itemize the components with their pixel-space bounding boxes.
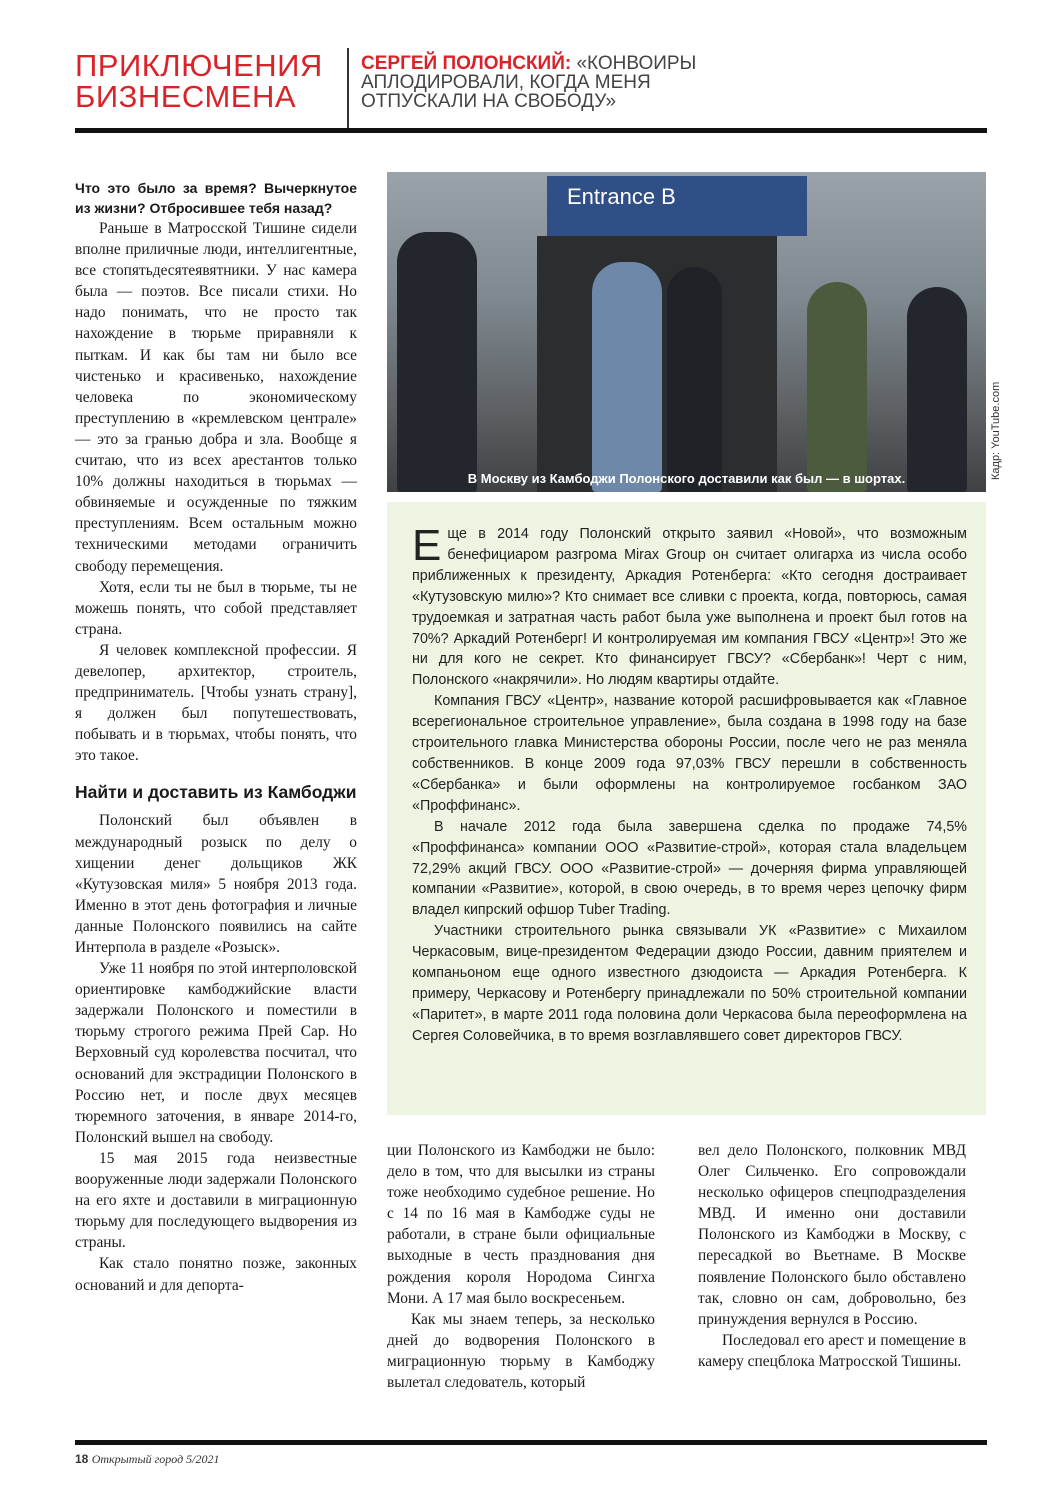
section-rubric	[75, 50, 337, 112]
article-headline	[361, 54, 761, 111]
body-paragraph: Как мы знаем теперь, за несколько дней до водворения Полонского в миграционную тюрьму в Камбоджу вылетал следователь, который	[387, 1310, 655, 1392]
right-column	[698, 1140, 966, 1372]
page-header	[75, 48, 987, 130]
body-paragraph: вел дело Полонского, полковник МВД Олег Сильченко. Его сопровождали несколько офицеров спецподразделения МВД. И именно они доставили Полонского из Камбоджи в Москву, с пересадкой во Вьетнаме. В Москве появление Полонского было обставлено так, словно он сам, добровольно, без принуждения вернулся в Россию.	[698, 1142, 966, 1328]
sidebar-paragraph: Участники строительного рынка связывали УК «Развитие» с Михаилом Черкасовым, вице-президентом Федерации дзюдо России, давним приятелем и компаньоном еще одного известного дзюдоиста — Аркадия Ротенберга. К примеру, Черкасову и Ротенбергу принадлежали по 50% строительной компании «Паритет», в марте 2011 года половина доли Черкасова была переоформлена на Сергея Соловейчика, в то время возглавлявшего совет директоров ГВСУ.	[412, 923, 967, 1044]
page-footer	[75, 1452, 220, 1467]
sidebar-box	[387, 502, 986, 1115]
body-paragraph: Я человек комплексной профессии. Я девелопер, архитектор, строитель, предприниматель. [Чтобы узнать страну], я должен был попутешествовать, побывать и в тюрьмах, чтобы понять, что это такое.	[75, 641, 357, 765]
page-number: 18	[75, 1452, 89, 1466]
body-paragraph: Как стало понятно позже, законных оснований и для депорта-	[75, 1255, 357, 1294]
publication-name: Открытый город 5/2021	[91, 1452, 220, 1466]
photo-figure	[667, 267, 722, 492]
photo-credit: Кадр: YouTube.com	[990, 381, 1002, 480]
interview-question: Что это было за время? Вычеркнутое из жизни? Отбросившее тебя назад?	[75, 180, 357, 216]
headline-quote: «КОНВОИРЫ АПЛОДИРОВАЛИ, КОГДА МЕНЯ ОТПУСКАЛИ НА СВОБОДУ»	[361, 53, 697, 112]
photo-figure	[807, 282, 867, 492]
subheading: Найти и доставить из Камбоджи	[75, 782, 357, 803]
body-paragraph: Полонский был объявлен в международный розыск по делу о хищении денег дольщиков ЖК «Кутузовская миля» 5 ноября 2013 года. Именно в этот день фотография и личные данные Полонского появились на сайте Интерпола в разделе «Розыск».	[75, 812, 357, 956]
photo-figure	[397, 232, 477, 492]
sidebar-paragraph: Компания ГВСУ «Центр», название которой расшифровывается как «Главное всерегиональное строительное управление», была создана в 1998 году на базе строительного главка Министерства обороны России, после чего не раз меняла собственников. В конце 2009 года 97,03% ГВСУ перешли в собственность «Сбербанка» и были оформлены на контролируемое госбанком ЗАО «Проффинанс».	[412, 693, 967, 814]
body-paragraph: ции Полонского из Камбоджи не было: дело в том, что для высылки из страны тоже необходимо судебное решение. Но с 14 по 16 мая в Камбодже суды не работали, в стране были официальные выходные в честь празднования дня рождения короля Нородома Сингха Мони. А 17 мая было воскресеньем.	[387, 1142, 655, 1307]
entrance-sign: Entrance B	[547, 176, 807, 236]
photo-figure	[907, 287, 967, 492]
photo-figure	[592, 262, 662, 492]
rubric-line-1: ПРИКЛЮЧЕНИЯ	[75, 48, 323, 83]
sidebar-first-text: ще в 2014 году Полонский открыто заявил «Новой», что возможным бенефициаром разгрома Mirax Group он считает олигарха из числа особо приближенных к президенту, Аркадия Ротенберга: «Кто сегодня достраивает «Кутузовскую милю»? Кто снимает все сливки с проекта, когда, повторюсь, самая трудоемкая и затратная часть работ была уже выполнена и проект был готов на 70%? Аркадий Ротенберг! И контролируемая им компания ГВСУ «Центр»! Это же ни для кого не секрет. Кто финансирует ГВСУ? «Сбербанк»! Черт с ним, Полонского «накрячили». Но людям квартиры отдайте.	[412, 526, 967, 689]
body-paragraph: Уже 11 ноября по этой интерполовской ориентировке камбоджийские власти задержали Полонского и поместили в тюрьму строгого режима Прей Сар. Но Верховный суд королевства посчитал, что оснований для экстрадиции Полонского в Россию нет, и после двух месяцев тюремного заточения, в январе 2014-го, Полонский вышел на свободу.	[75, 960, 357, 1146]
headline-name: СЕРГЕЙ ПОЛОНСКИЙ:	[361, 53, 572, 74]
left-column	[75, 178, 357, 1296]
footer-rule	[75, 1440, 987, 1445]
sidebar-paragraph	[412, 521, 967, 691]
header-divider	[347, 48, 349, 128]
middle-column	[387, 1140, 655, 1393]
article-photo	[387, 172, 986, 492]
body-paragraph: Раньше в Матросской Тишине сидели вполне приличные люди, интеллигентные, все стопятьдесятеявятники. У нас камера была — поэтов. Все писали стихи. Но надо понимать, что не просто так нахождение в тюрьме приравняли к пыткам. И как бы там ни было все чистенько и красивенько, нахождение человека по экономическому преступлению в «кремлевском централе» — это за гранью добра и зла. Вообще я считаю, что из всех арестантов только 10% должны находиться в тюрьмах — обвиняемые и осужденные по тяжким преступлениям. Всем остальным можно техническими методами ограничить свободу перемещения.	[75, 220, 357, 575]
rubric-line-2: БИЗНЕСМЕНА	[75, 79, 297, 114]
drop-cap: Е	[412, 521, 442, 570]
body-paragraph: Хотя, если ты не был в тюрьме, ты не можешь понять, что собой представляет страна.	[75, 578, 357, 638]
sidebar-paragraph: В начале 2012 года была завершена сделка по продаже 74,5% «Проффинанса» компании ООО «Развитие-строй», которая стала владельцем 72,29% акций ГВСУ. ООО «Развитие-строй» — дочерняя фирма управляющей компании «Развитие», которой, в свою очередь, в то время через цепочку фирм владел кипрский офшор Tuber Trading.	[412, 818, 967, 919]
header-rule	[75, 128, 987, 133]
body-paragraph: 15 мая 2015 года неизвестные вооруженные люди задержали Полонского на его яхте и доставили в миграционную тюрьму для последующего выдворения из страны.	[75, 1149, 357, 1252]
photo-caption: В Москву из Камбоджи Полонского доставили как был — в шортах.	[467, 471, 906, 486]
body-paragraph: Последовал его арест и помещение в камеру спецблока Матросской Тишины.	[698, 1331, 966, 1370]
